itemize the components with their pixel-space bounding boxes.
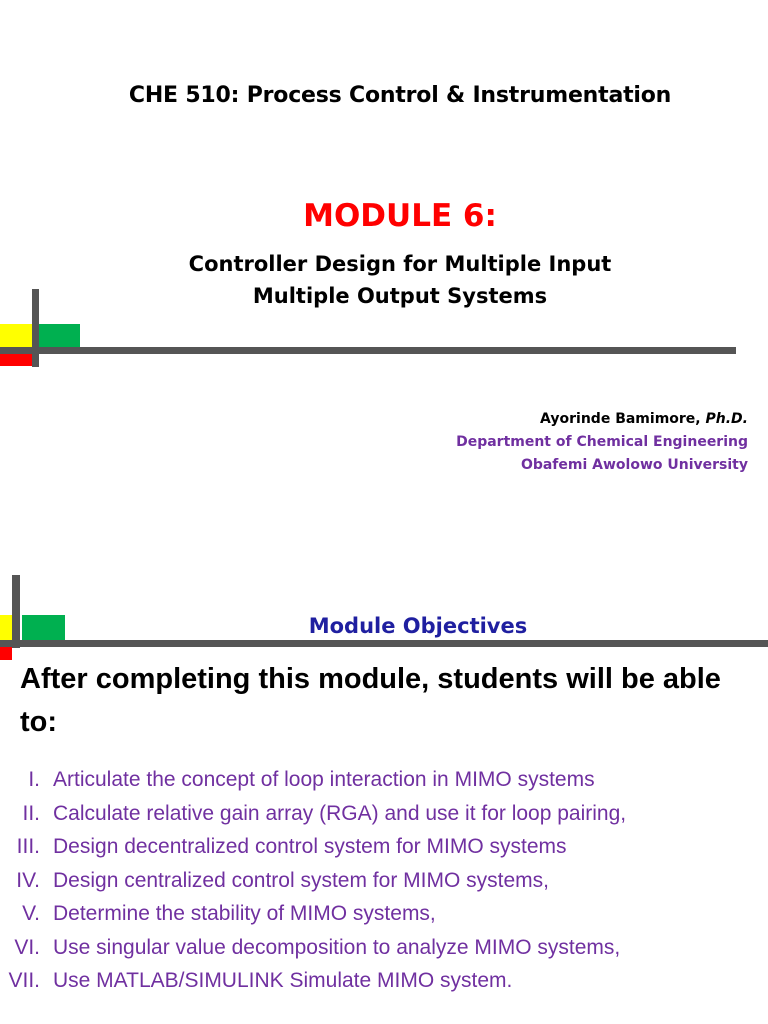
- author-name: Ayorinde Bamimore,: [540, 411, 706, 427]
- module-subtitle-line-1: Controller Design for Multiple Input: [188, 252, 612, 276]
- horizontal-bar: [0, 347, 736, 354]
- list-item: [0, 932, 768, 966]
- list-item: [0, 898, 768, 932]
- red-block: [0, 646, 12, 660]
- department: Department of Chemical Engineering: [456, 434, 748, 450]
- module-subtitle: [0, 248, 768, 312]
- item-text: Design decentralized control system for MIMO systems: [53, 835, 567, 858]
- green-block: [38, 324, 80, 349]
- yellow-block: [0, 324, 34, 349]
- objectives-slide: [0, 515, 768, 1024]
- course-title: CHE 510: Process Control & Instrumentation: [128, 83, 672, 108]
- item-text: Articulate the concept of loop interaction in MIMO systems: [53, 768, 595, 791]
- item-number: III.: [16, 835, 40, 858]
- vertical-bar: [32, 289, 39, 367]
- item-text: Design centralized control system for MIMO systems,: [53, 868, 549, 892]
- list-item: [0, 865, 768, 899]
- list-item: [0, 764, 768, 798]
- intro-text: After completing this module, students will be able to:: [20, 663, 721, 738]
- item-number: IV.: [16, 868, 40, 892]
- item-number: VII.: [8, 969, 40, 992]
- objectives-heading: Module Objectives: [308, 614, 528, 638]
- objectives-list: [0, 764, 768, 999]
- module-number: MODULE 6:: [303, 198, 497, 234]
- item-text: Use MATLAB/SIMULINK Simulate MIMO system.: [53, 969, 513, 992]
- author-block: [456, 408, 748, 477]
- item-text: Calculate relative gain array (RGA) and use it for loop pairing,: [53, 801, 627, 825]
- module-subtitle-line-2: Multiple Output Systems: [252, 284, 548, 308]
- author-degree: Ph.D.: [705, 411, 748, 427]
- item-number: I.: [28, 768, 40, 791]
- item-text: Determine the stability of MIMO systems,: [53, 902, 436, 925]
- list-item: [0, 798, 768, 832]
- red-block: [0, 353, 32, 366]
- list-item: [0, 965, 768, 999]
- list-item: [0, 831, 768, 865]
- horizontal-bar: [0, 640, 768, 647]
- university: Obafemi Awolowo University: [520, 457, 748, 473]
- item-number: V.: [22, 902, 40, 925]
- item-text: Use singular value decomposition to analyze MIMO systems,: [53, 935, 621, 959]
- item-number: VI.: [14, 935, 40, 959]
- item-number: II.: [22, 801, 40, 825]
- author-line: [456, 408, 748, 431]
